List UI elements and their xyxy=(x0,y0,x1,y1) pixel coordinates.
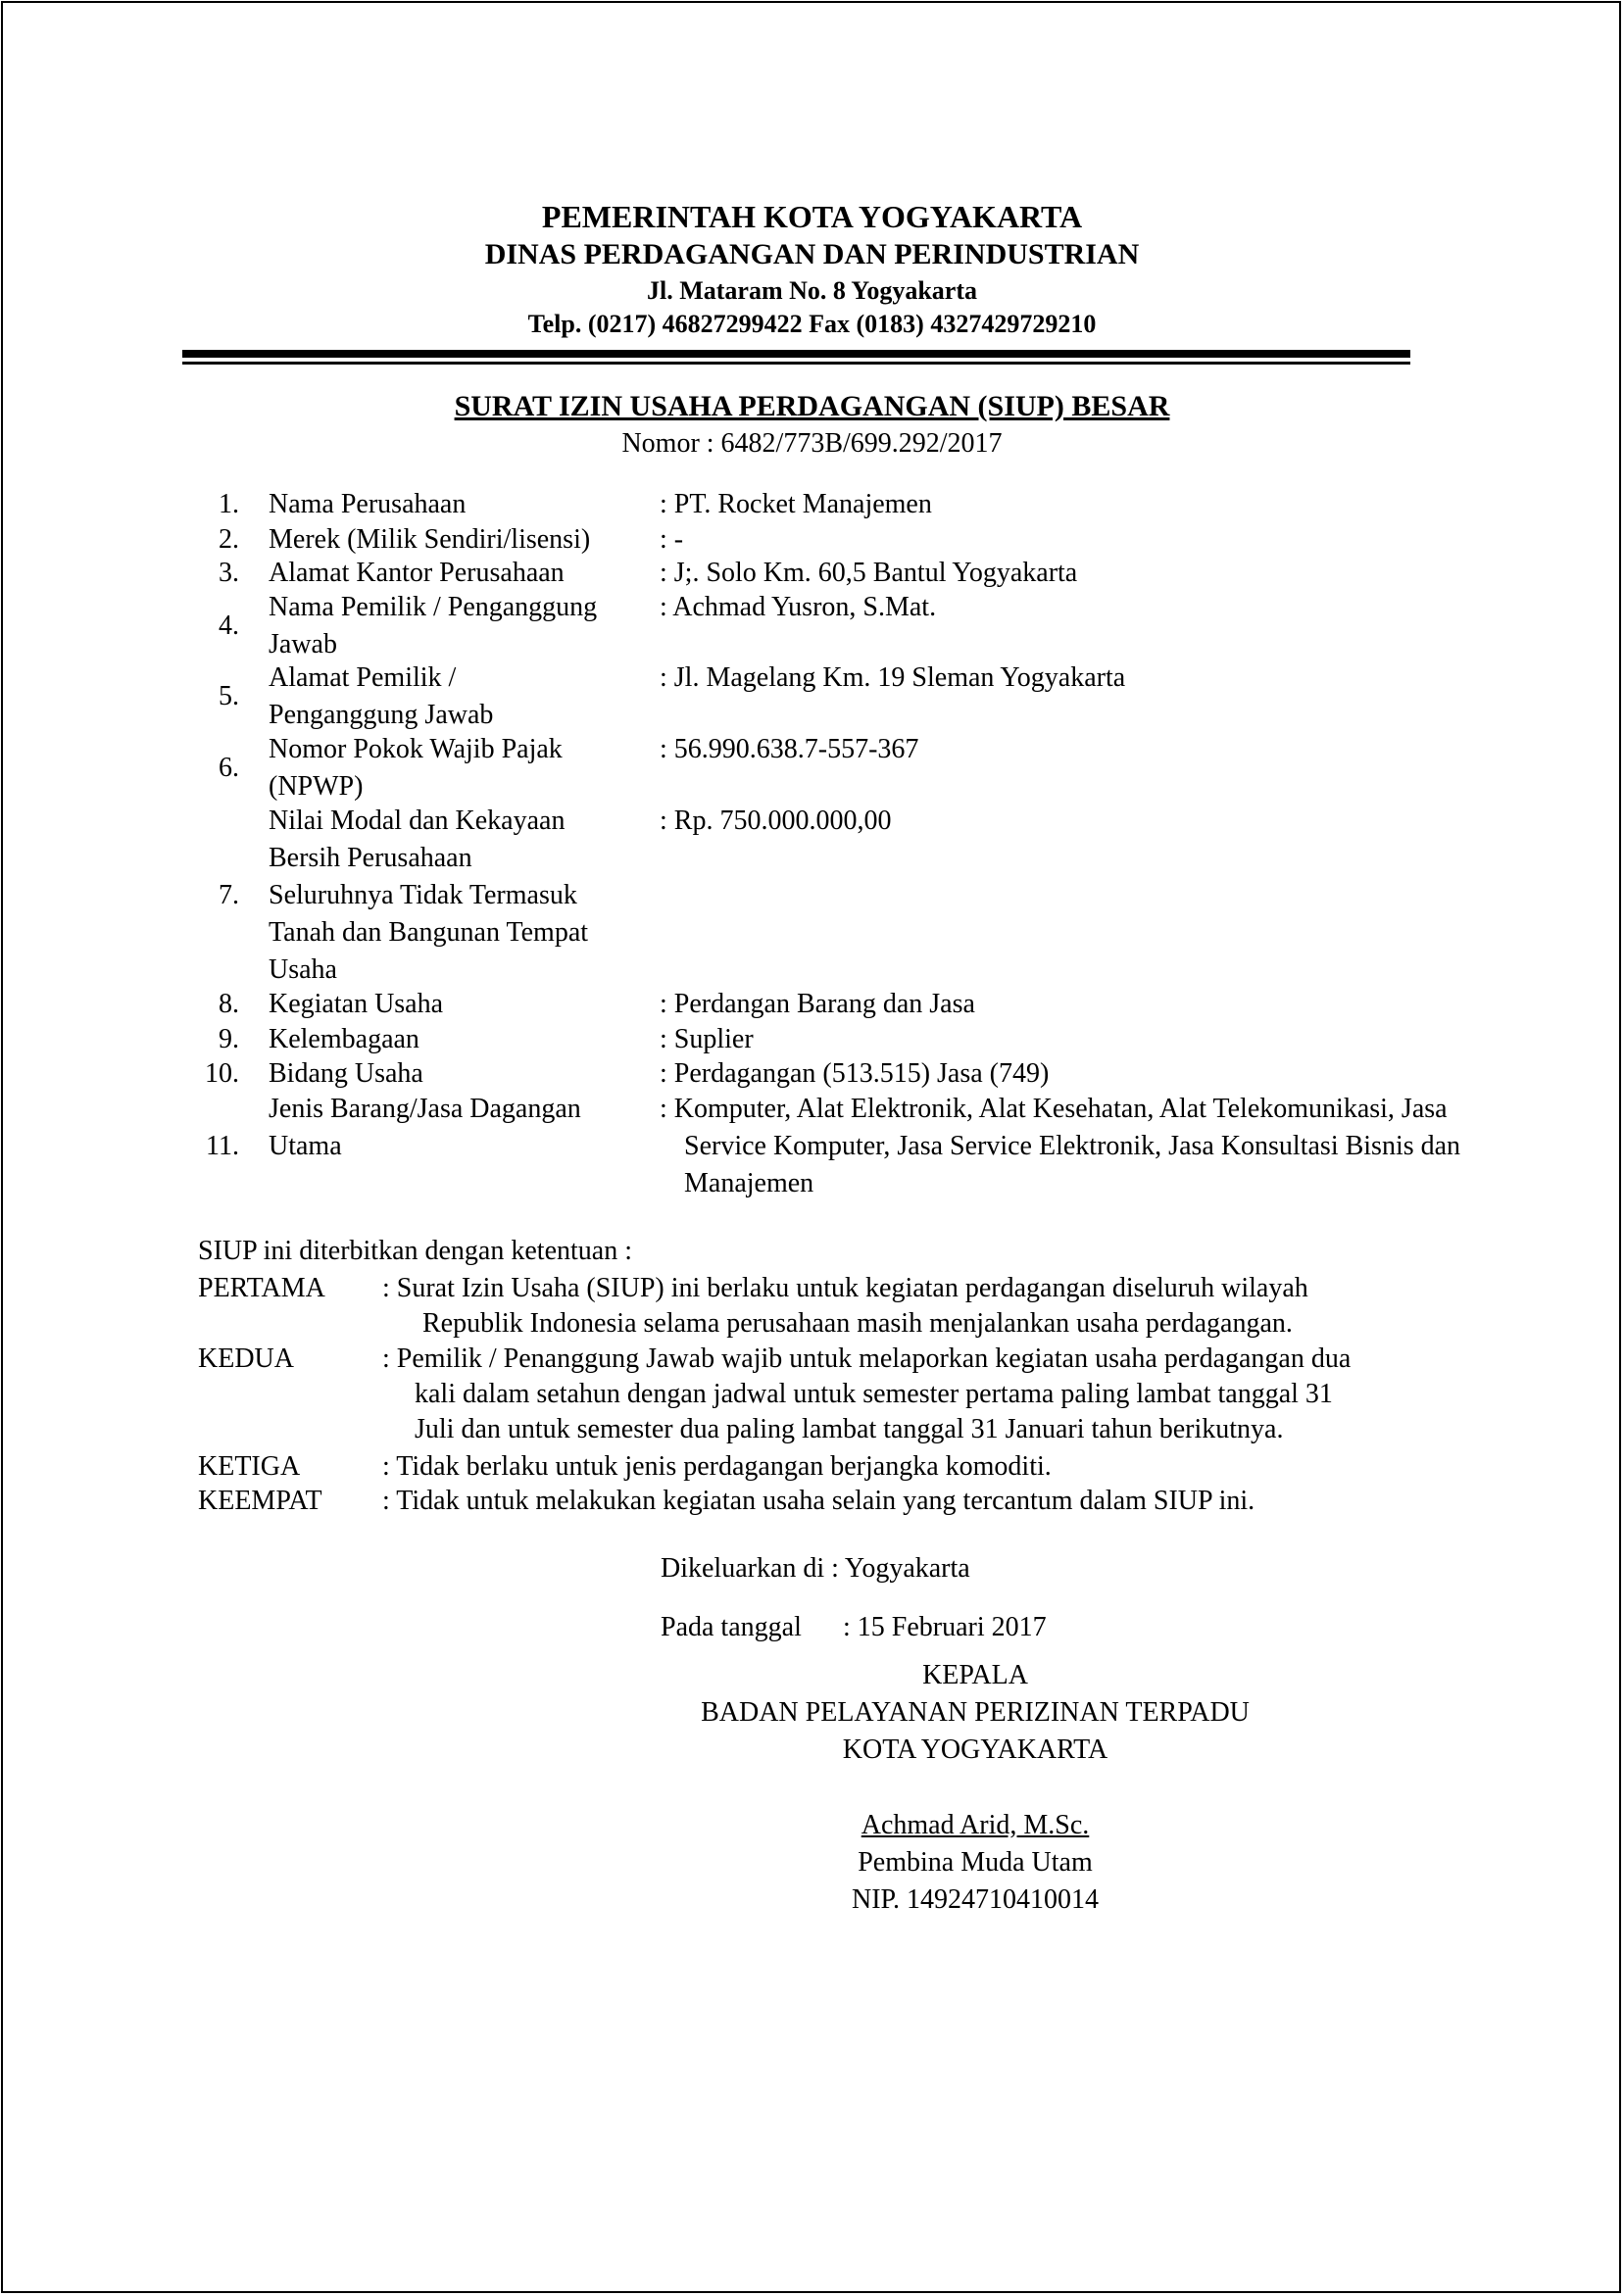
provision-label: KEDUA xyxy=(198,1343,294,1374)
item-value: : Jl. Magelang Km. 19 Sleman Yogyakarta xyxy=(660,662,1126,693)
letterhead-rule-thick xyxy=(182,350,1410,358)
item-label-line: Nomor Pokok Wajib Pajak xyxy=(269,734,563,764)
provision-label: KETIGA xyxy=(198,1451,301,1482)
issued-date-label: Pada tanggal xyxy=(661,1612,802,1642)
item-value: : - xyxy=(660,524,684,555)
item-value-line: Service Komputer, Jasa Service Elektronik, Jasa Konsultasi Bisnis dan xyxy=(684,1131,1461,1161)
provision-text-line: : Tidak berlaku untuk jenis perdagangan berjangka komoditi. xyxy=(382,1451,1052,1482)
signatory-title: KEPALA xyxy=(922,1660,1028,1690)
provisions-intro: SIUP ini diterbitkan dengan ketentuan : xyxy=(198,1236,632,1266)
letterhead-rule-thin xyxy=(182,362,1410,365)
item-value-line: Manajemen xyxy=(684,1168,814,1198)
document-number: Nomor : 6482/773B/699.292/2017 xyxy=(621,428,1003,459)
item-label-line: Jenis Barang/Jasa Dagangan xyxy=(269,1094,581,1124)
item-label-line: Bersih Perusahaan xyxy=(269,843,472,873)
item-label: Alamat Kantor Perusahaan xyxy=(269,558,565,588)
signatory-agency: BADAN PELAYANAN PERIZINAN TERPADU xyxy=(701,1697,1250,1728)
provision-label: PERTAMA xyxy=(198,1273,325,1303)
item-value: : Suplier xyxy=(660,1024,754,1054)
item-label-line: Tanah dan Bangunan Tempat xyxy=(269,917,589,948)
item-number: 5. xyxy=(219,681,239,711)
item-number: 6. xyxy=(219,753,239,783)
item-value: : PT. Rocket Manajemen xyxy=(660,489,932,519)
item-number: 10. xyxy=(205,1058,239,1089)
item-number: 1. xyxy=(219,489,239,519)
item-label: Merek (Milik Sendiri/lisensi) xyxy=(269,524,591,555)
provision-text-line: Juli dan untuk semester dua paling lambat tanggal 31 Januari tahun berikutnya. xyxy=(415,1414,1284,1444)
item-label: Nama Perusahaan xyxy=(269,489,467,519)
item-number: 3. xyxy=(219,558,239,588)
item-label-line: Nilai Modal dan Kekayaan xyxy=(269,806,566,836)
item-label-line: Jawab xyxy=(269,629,337,659)
item-value: : Achmad Yusron, S.Mat. xyxy=(660,592,937,622)
letterhead-department: DINAS PERDAGANGAN DAN PERINDUSTRIAN xyxy=(484,238,1140,270)
item-number: 11. xyxy=(206,1131,239,1161)
letterhead-contact: Telp. (0217) 46827299422 Fax (0183) 4327429729210 xyxy=(527,310,1097,338)
item-value: : Perdangan Barang dan Jasa xyxy=(660,989,975,1019)
item-label-line: Penganggung Jawab xyxy=(269,700,494,730)
provision-text-line: : Surat Izin Usaha (SIUP) ini berlaku untuk kegiatan perdagangan diseluruh wilayah xyxy=(382,1273,1308,1303)
provision-label: KEEMPAT xyxy=(198,1486,322,1516)
item-label: Kelembagaan xyxy=(269,1024,419,1054)
item-number: 4. xyxy=(219,611,239,641)
provision-text-line: : Tidak untuk melakukan kegiatan usaha selain yang tercantum dalam SIUP ini. xyxy=(382,1486,1255,1516)
item-label-line: Alamat Pemilik / xyxy=(269,662,457,693)
letterhead-government: PEMERINTAH KOTA YOGYAKARTA xyxy=(541,199,1083,234)
signatory-nip: NIP. 14924710410014 xyxy=(851,1884,1099,1915)
provision-text-line: Republik Indonesia selama perusahaan masih menjalankan usaha perdagangan. xyxy=(422,1308,1293,1339)
item-number: 8. xyxy=(219,989,239,1019)
item-value: : 56.990.638.7-557-367 xyxy=(660,734,919,764)
signatory-name-wrap xyxy=(647,1807,1304,1844)
signatory-name: Achmad Arid, M.Sc. xyxy=(861,1810,1090,1840)
item-number: 9. xyxy=(219,1024,239,1054)
signatory-city: KOTA YOGYAKARTA xyxy=(842,1734,1108,1765)
item-label: Bidang Usaha xyxy=(269,1058,423,1089)
issued-date-value: : 15 Februari 2017 xyxy=(843,1612,1047,1642)
item-label-line: Usaha xyxy=(269,954,337,985)
item-label-line: Seluruhnya Tidak Termasuk xyxy=(269,880,577,910)
item-label-line: (NPWP) xyxy=(269,771,364,802)
provision-text-line: : Pemilik / Penanggung Jawab wajib untuk melaporkan kegiatan usaha perdagangan dua xyxy=(382,1343,1352,1374)
item-label: Kegiatan Usaha xyxy=(269,989,444,1019)
item-number: 7. xyxy=(219,880,239,910)
item-label-line: Nama Pemilik / Penganggung xyxy=(269,592,598,622)
letterhead-address: Jl. Mataram No. 8 Yogyakarta xyxy=(647,276,977,305)
item-value-line: : Komputer, Alat Elektronik, Alat Kesehatan, Alat Telekomunikasi, Jasa xyxy=(660,1094,1448,1124)
document-title: SURAT IZIN USAHA PERDAGANGAN (SIUP) BESAR xyxy=(454,390,1170,422)
item-value: : Perdagangan (513.515) Jasa (749) xyxy=(660,1058,1050,1089)
item-value: : Rp. 750.000.000,00 xyxy=(660,806,892,836)
provision-text-line: kali dalam setahun dengan jadwal untuk semester pertama paling lambat tanggal 31 xyxy=(415,1379,1333,1409)
item-number: 2. xyxy=(219,524,239,555)
issued-place: Dikeluarkan di : Yogyakarta xyxy=(661,1553,970,1584)
item-value: : J;. Solo Km. 60,5 Bantul Yogyakarta xyxy=(660,558,1078,588)
item-label-line: Utama xyxy=(269,1131,342,1161)
signatory-rank: Pembina Muda Utam xyxy=(858,1847,1093,1878)
